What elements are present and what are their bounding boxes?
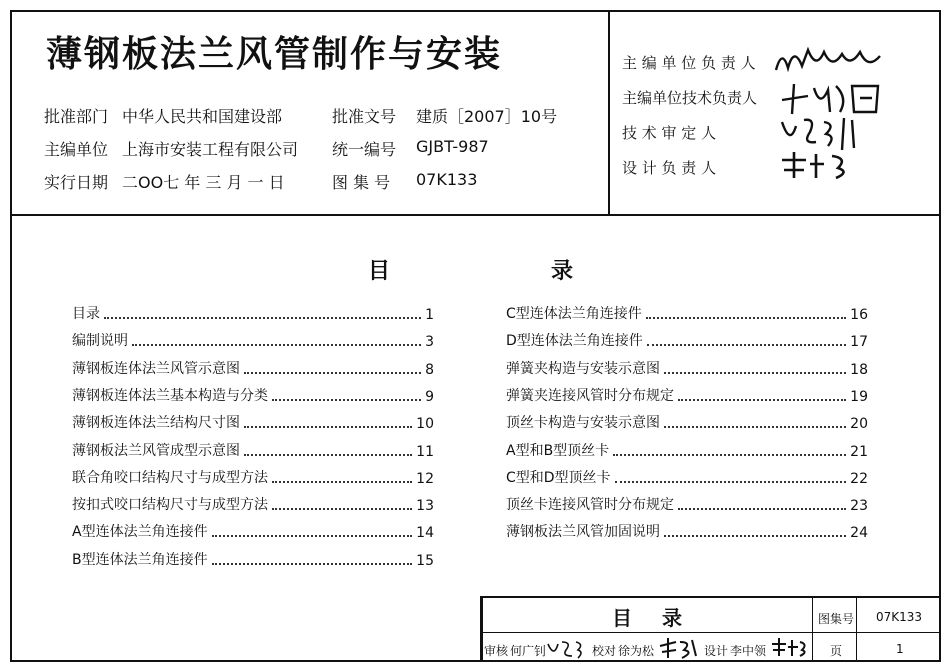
toc-entry-page: 19 [850,388,868,405]
title-block-name-right: 录 [662,606,682,630]
toc-entry-title: C型和D型顶丝卡 [506,469,611,486]
review-name: 何广钊 [510,644,547,658]
toc-entry [506,332,868,350]
toc-entry-page: 3 [425,334,434,351]
page-label: 页 [830,644,843,658]
toc-entry [506,442,868,460]
toc-entry [72,387,434,405]
toc-entry-title: 薄钢板法兰风管加固说明 [506,524,660,541]
toc-entry [72,496,434,514]
toc-entry-title: 薄钢板连体法兰基本构造与分类 [72,387,268,404]
reviewer-signature [546,636,590,660]
toc-entry-page: 14 [416,525,434,542]
toc-entry-title: 弹簧夹连接风管时分布规定 [506,387,674,404]
toc-entry [506,469,868,487]
atlas-title: 薄钢板法兰风管制作与安装 [46,34,503,75]
toc-entry-page: 24 [850,525,868,542]
toc-leader-dots [664,535,846,537]
toc-leader-dots [272,481,412,483]
toc-entry-page: 15 [416,552,434,569]
responsible-row [622,52,782,73]
toc-entry-title: 弹簧夹构造与安装示意图 [506,360,660,377]
responsible-row [622,122,782,143]
title-block [480,596,941,662]
page-value: 1 [896,642,904,656]
toc-entry [72,523,434,541]
toc-entry [72,551,434,569]
designer-signature [770,636,810,660]
toc-entry-page: 8 [425,361,434,378]
toc-entry-page: 17 [850,334,868,351]
review-label: 审核 [484,644,509,658]
toc-leader-dots [678,399,846,401]
toc-leader-dots [664,426,846,428]
toc-leader-dots [646,317,846,319]
meta-value: 建质［2007］10号 [416,107,558,126]
toc-entry-title: 薄钢板连体法兰结构尺寸图 [72,415,240,432]
toc-entry-page: 9 [425,388,434,405]
tb-line [812,598,813,662]
toc-heading-right: 录 [551,259,574,284]
toc-entry-title: A型连体法兰角连接件 [72,524,208,541]
toc-leader-dots [212,535,413,537]
toc-leader-dots [613,454,846,456]
toc-leader-dots [244,426,412,428]
toc-entry-title: 顶丝卡连接风管时分布规定 [506,497,674,514]
tb-line [482,598,483,662]
responsible-row [622,87,782,108]
toc-entry-page: 10 [416,416,434,433]
meta-value: 中华人民共和国建设部 [122,107,283,126]
toc-entry-title: A型和B型顶丝卡 [506,442,610,459]
responsible-row [622,157,782,178]
toc-entry [506,523,868,541]
toc-entry-title: 联合角咬口结构尺寸与成型方法 [72,469,268,486]
design-label: 设计 [704,644,729,658]
tb-line [482,632,941,633]
toc-entry-title: 编制说明 [72,333,128,350]
toc-leader-dots [615,481,847,483]
tb-line [856,598,857,662]
toc-entry [506,387,868,405]
toc-heading-left: 目 [368,259,391,284]
toc-entry-title: 薄钢板法兰风管成型示意图 [72,442,240,459]
header-divider [608,10,610,214]
atlas-no-label: 图集号 [818,612,855,626]
check-name: 徐为松 [618,644,655,658]
responsible-label: 技 术 审 定 人 [622,124,717,142]
atlas-no-value: 07K133 [876,610,923,624]
toc-entry-page: 20 [850,416,868,433]
toc-entry-page: 1 [425,307,434,323]
meta-value: 07K133 [416,170,478,189]
toc-leader-dots [272,399,421,401]
toc-entry [72,442,434,460]
toc-entry [506,414,868,432]
toc-entry [72,305,434,323]
meta-value: 上海市安装工程有限公司 [122,140,299,159]
toc-entry [72,332,434,350]
toc-entry [72,360,434,378]
toc-entry-page: 23 [850,498,868,515]
toc-entry-title: 顶丝卡构造与安装示意图 [506,415,660,432]
toc-entry-title: C型连体法兰角连接件 [506,306,642,322]
toc-entry-page: 21 [850,443,868,460]
meta-label: 主编单位 [44,140,109,159]
toc-leader-dots [244,454,412,456]
responsible-label: 主 编 单 位 负 责 人 [622,54,756,72]
toc-leader-dots [664,372,846,374]
toc-leader-dots [244,372,421,374]
toc-entry-title: 目录 [72,306,100,322]
meta-value: 二OO七 年 三 月 一 日 [122,173,285,192]
toc-leader-dots [132,344,421,346]
toc-entry [506,360,868,378]
toc-entry-title: 薄钢板连体法兰风管示意图 [72,360,240,377]
toc-entry-page: 11 [416,443,434,460]
toc-entry-page: 18 [850,361,868,378]
responsible-label: 主编单位技术负责人 [622,89,758,107]
toc-entry [72,469,434,487]
toc-entry [506,305,868,323]
design-name: 李中领 [730,644,767,658]
toc-leader-dots [104,317,421,319]
toc-entry [72,414,434,432]
check-label: 校对 [592,644,617,658]
meta-label: 批准文号 [332,107,397,126]
toc-entry-page: 13 [416,498,434,515]
toc-entry-title: 按扣式咬口结构尺寸与成型方法 [72,497,268,514]
toc-entry-title: B型连体法兰角连接件 [72,551,208,568]
meta-label: 实行日期 [44,173,109,192]
meta-value: GJBT-987 [416,137,489,156]
responsible-label: 设 计 负 责 人 [622,159,717,177]
checker-signature [658,636,700,660]
toc-leader-dots [272,508,412,510]
toc-entry-page: 16 [850,307,868,323]
toc-entry [506,496,868,514]
toc-entry-page: 22 [850,470,868,487]
toc-leader-dots [647,344,846,346]
meta-label: 批准部门 [44,107,109,126]
meta-label: 统一编号 [332,140,397,159]
toc-entry-page: 12 [416,470,434,487]
toc-leader-dots [678,508,846,510]
meta-label: 图 集 号 [332,173,391,192]
toc-entry-title: D型连体法兰角连接件 [506,333,643,350]
title-block-name-left: 目 [612,606,632,630]
toc-leader-dots [212,563,413,565]
